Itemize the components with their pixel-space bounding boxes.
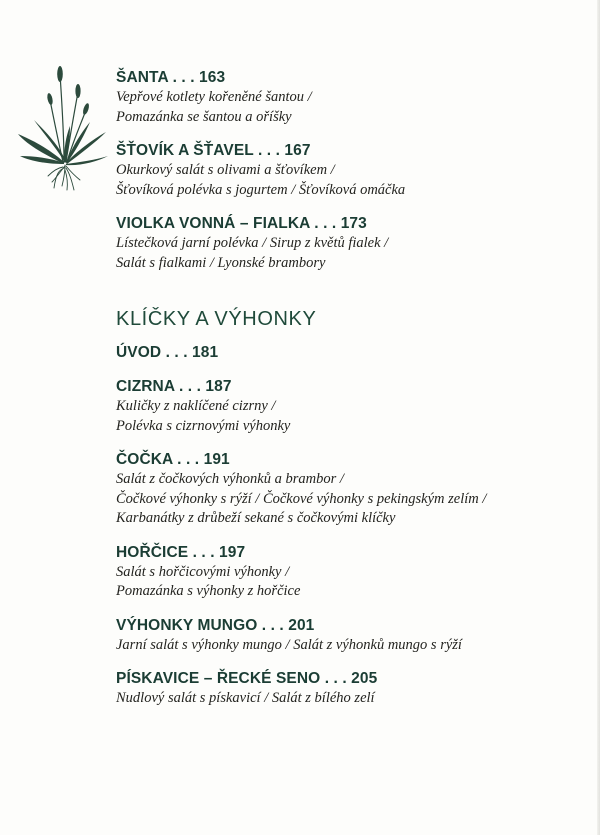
toc-entry-santa	[116, 68, 586, 127]
recipe-line: Polévka s cizrnovými výhonky	[116, 417, 291, 434]
recipe-line: Čočkové výhonky s rýží / Čočkové výhonky s pekingským zelím /	[116, 490, 487, 507]
toc-entry-stovik	[116, 141, 586, 200]
recipe-line: Pomazánka se šantou a oříšky	[116, 108, 292, 125]
plantain-plant-illustration-icon	[14, 64, 110, 194]
toc-entry-mungo	[116, 616, 586, 656]
toc-entry-violka	[116, 214, 586, 273]
recipe-line: Salát z čočkových výhonků a brambor /	[116, 471, 344, 487]
entry-title: ÚVOD . . . 181	[116, 344, 219, 361]
toc-entry-cizrna	[116, 377, 586, 436]
entry-title: PÍSKAVICE – ŘECKÉ SENO . . . 205	[116, 670, 378, 687]
recipe-line: Vepřové kotlety kořeněné šantou /	[116, 89, 312, 105]
recipe-line: Šťovíková polévka s jogurtem / Šťovíková omáčka	[116, 181, 406, 198]
toc-entry-cocka	[116, 450, 586, 529]
table-of-contents	[116, 68, 586, 709]
recipe-line: Lístečková jarní polévka / Sirup z květů fialek /	[116, 235, 389, 251]
recipe-line: Jarní salát s výhonky mungo / Salát z výhonků mungo s rýží	[116, 636, 462, 653]
entry-title: ŠANTA . . . 163	[116, 69, 226, 86]
recipe-line: Salát s hořčicovými výhonky /	[116, 563, 290, 580]
entry-title: HOŘČICE . . . 197	[116, 543, 246, 561]
section-heading: KLÍČKY A VÝHONKY	[116, 308, 317, 330]
recipe-line: Karbanátky z drůbeží sekané s čočkovými klíčky	[116, 510, 396, 526]
toc-entry-piskavice	[116, 669, 586, 709]
entry-title: ŠŤOVÍK A ŠŤAVEL . . . 167	[116, 142, 311, 159]
recipe-line: Okurkový salát s olivami a šťovíkem /	[116, 162, 335, 178]
recipe-line: Salát s fialkami / Lyonské brambory	[116, 254, 326, 271]
toc-entry-horcice	[116, 543, 586, 602]
recipe-line: Kuličky z naklíčené cizrny /	[116, 398, 276, 414]
entry-title: ČOČKA . . . 191	[116, 451, 230, 468]
entry-title: CIZRNA . . . 187	[116, 378, 232, 395]
recipe-line: Pomazánka s výhonky z hořčice	[116, 583, 301, 599]
recipe-line: Nudlový salát s pískavicí / Salát z bílého zelí	[116, 690, 375, 706]
toc-entry-uvod	[116, 343, 586, 363]
entry-title: VÝHONKY MUNGO . . . 201	[116, 616, 315, 634]
entry-title: VIOLKA VONNÁ – FIALKA . . . 173	[116, 215, 367, 232]
